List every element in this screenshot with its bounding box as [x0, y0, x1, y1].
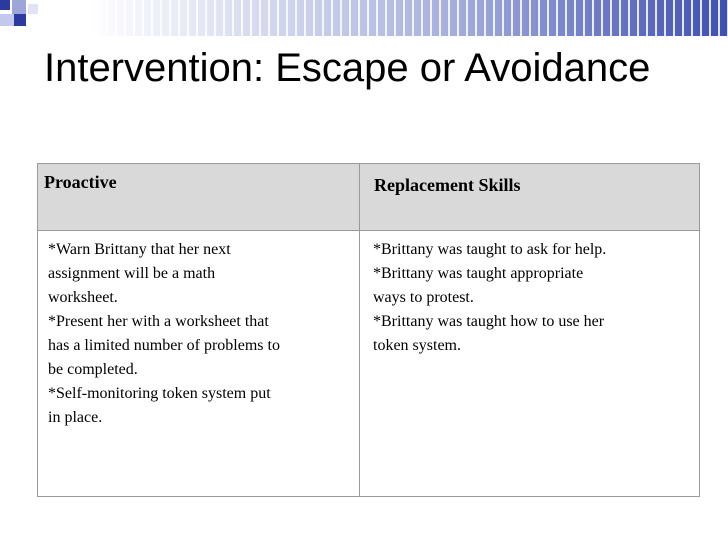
replacement-line: *Brittany was taught appropriate	[373, 265, 584, 282]
replacement-cell	[360, 231, 700, 497]
replacement-line: *Brittany was taught how to use her	[373, 313, 605, 330]
header-replacement-skills: Replacement Skills	[374, 175, 521, 195]
header-cell-proactive	[38, 164, 360, 231]
square-1	[0, 0, 10, 10]
replacement-line: token system.	[373, 337, 461, 354]
header-proactive: Proactive	[44, 172, 117, 192]
header-stripes	[0, 0, 728, 36]
table-row	[38, 231, 700, 497]
replacement-line: *Brittany was taught to ask for help.	[373, 241, 607, 258]
proactive-line: has a limited number of problems to	[48, 337, 280, 354]
square-3	[0, 14, 14, 26]
proactive-line: in place.	[48, 409, 103, 426]
proactive-line: be completed.	[48, 361, 138, 378]
proactive-text	[38, 231, 359, 430]
proactive-line: *Present her with a worksheet that	[48, 313, 269, 330]
proactive-line: *Self-monitoring token system put	[48, 385, 271, 402]
replacement-line: ways to protest.	[373, 289, 474, 306]
header-band	[0, 0, 728, 36]
slide-title: Intervention: Escape or Avoidance	[44, 46, 651, 90]
header-cell-replacement	[360, 164, 700, 231]
square-4	[14, 14, 26, 26]
square-5	[28, 4, 38, 14]
proactive-line: *Warn Brittany that her next	[48, 241, 231, 258]
proactive-line: assignment will be a math	[48, 265, 216, 282]
square-2	[12, 0, 26, 14]
intervention-table	[37, 163, 700, 497]
proactive-cell	[38, 231, 360, 497]
replacement-text	[360, 231, 699, 358]
proactive-line: worksheet.	[48, 289, 118, 306]
table-header-row	[38, 164, 700, 231]
